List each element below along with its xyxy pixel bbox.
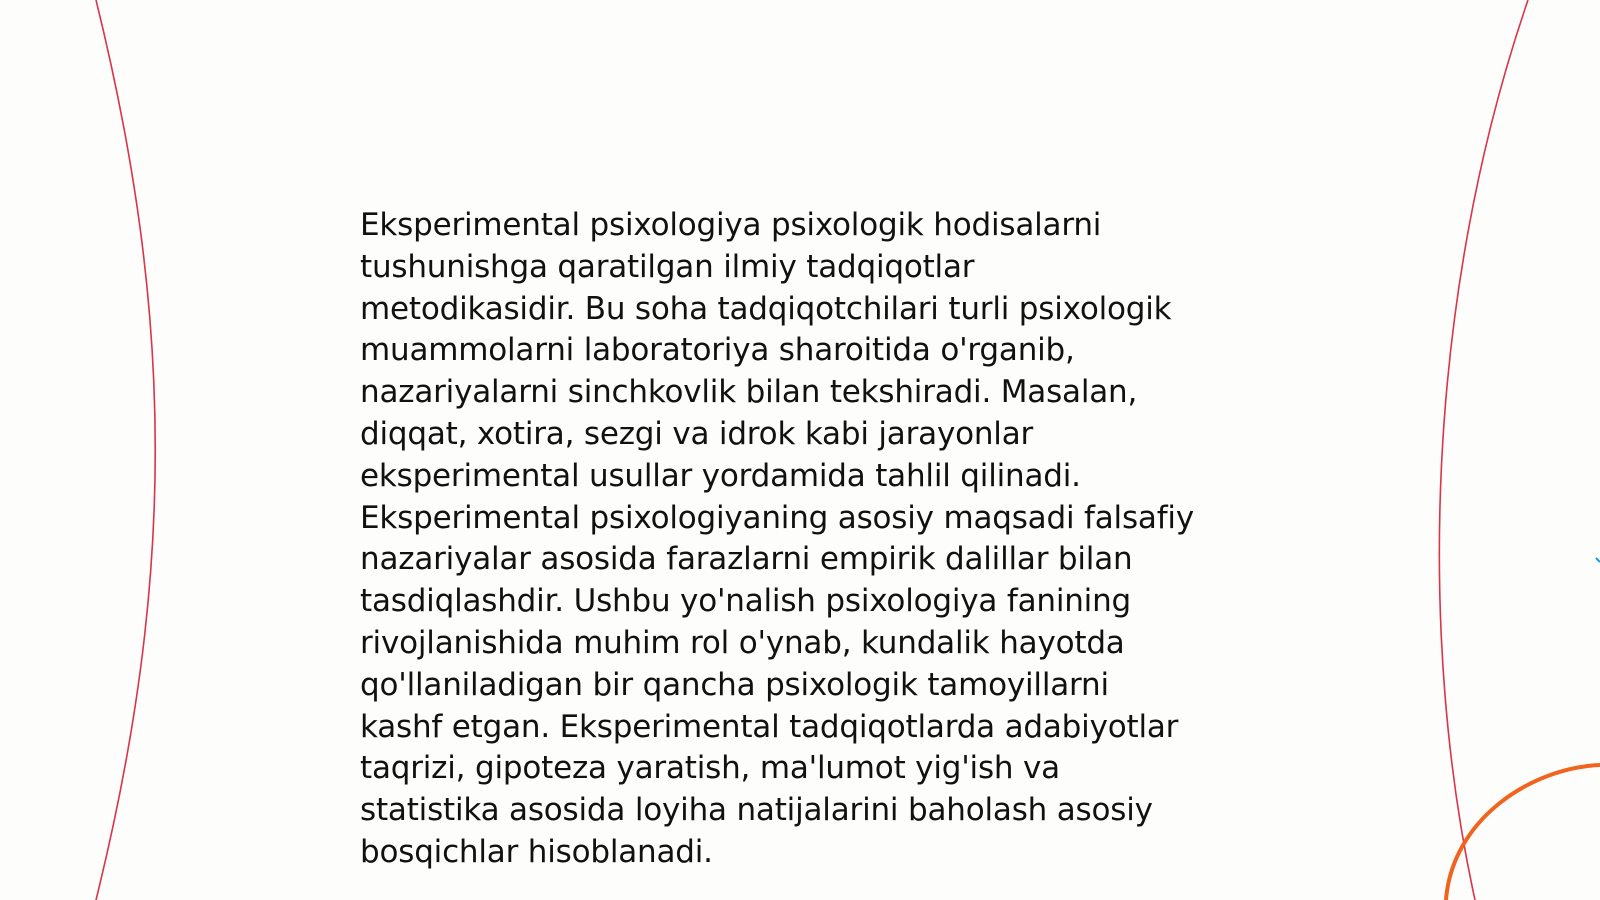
- paragraph-line: Eksperimental psixologiya psixologik hodisalarni: [360, 207, 1102, 243]
- right-curve-line: [1439, 0, 1528, 900]
- orange-arc: [1446, 765, 1600, 900]
- paragraph-line: qo'llaniladigan bir qancha psixologik tamoyillarni: [360, 666, 1109, 703]
- paragraph-line: taqrizi, gipoteza yaratish, ma'lumot yig'ish va: [360, 750, 1060, 787]
- paragraph-line: tasdiqlashdir. Ushbu yo'nalish psixologiya fanining: [360, 583, 1132, 620]
- paragraph-line: eksperimental usullar yordamida tahlil qilinadi.: [360, 457, 1081, 494]
- paragraph-line: bosqichlar hisoblanadi.: [360, 833, 713, 870]
- left-curve-line: [96, 0, 155, 900]
- paragraph-line: nazariyalar asosida farazlarni empirik dalillar bilan: [360, 541, 1133, 578]
- paragraph-line: muammolarni laboratoriya sharoitida o'rganib,: [360, 332, 1075, 369]
- teal-accent-mark: [1596, 558, 1600, 562]
- paragraph-line: nazariyalarni sinchkovlik bilan tekshiradi. Masalan,: [360, 374, 1138, 411]
- paragraph-line: diqqat, xotira, sezgi va idrok kabi jarayonlar: [360, 415, 1034, 452]
- paragraph-line: kashf etgan. Eksperimental tadqiqotlarda adabiyotlar: [360, 708, 1179, 745]
- paragraph-line: tushunishga qaratilgan ilmiy tadqiqotlar: [360, 248, 975, 285]
- paragraph-line: Eksperimental psixologiyaning asosiy maqsadi falsafiy: [360, 499, 1194, 536]
- body-paragraph: [360, 205, 1260, 874]
- paragraph-line: metodikasidir. Bu soha tadqiqotchilari turli psixologik: [360, 290, 1172, 327]
- paragraph-line: statistika asosida loyiha natijalarini baholash asosiy: [360, 792, 1153, 829]
- paragraph-line: rivojlanishida muhim rol o'ynab, kundalik hayotda: [360, 624, 1125, 661]
